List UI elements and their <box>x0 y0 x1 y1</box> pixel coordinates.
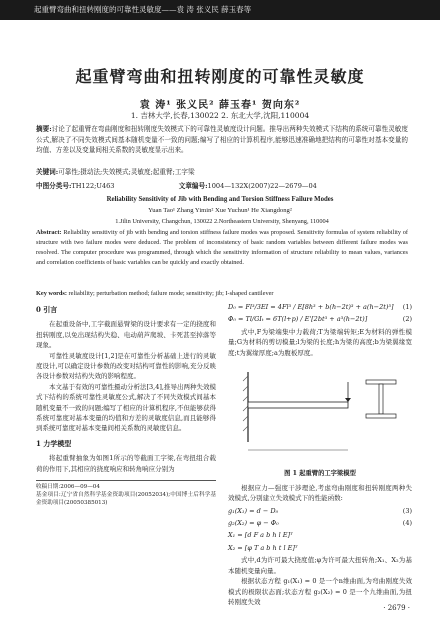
english-affiliation: 1.Jilin University, Changchun, 130022 2.Northeastern University, Shenyang, 110004 <box>115 218 329 225</box>
equation-3-number: (3) <box>402 506 412 515</box>
abstract-text: 讨论了起重臂在弯曲刚度和扭转刚度失效模式下的可靠性灵敏度设计问题。推导出两种失效模式下结构的系统可靠性灵敏度公式,解决了不同失效模式间基本随机变量不一致的问题;编写了相应的计算机程序,能够迅速准确地把结构的可靠性对基本变量的均值、方差以及变量间相关系数的灵敏度显示出来。 <box>36 125 409 155</box>
equation-1 <box>228 302 412 312</box>
affiliation: 1. 吉林大学,长春,130022 2. 东北大学,沈阳,110004 <box>130 111 310 120</box>
footnote: 收稿日期:2006—09—04 基金项目:辽宁省自然科学基金资助项目(20052034);中国博士后科学基金资助项目(20050385013) <box>36 480 216 507</box>
keywords <box>36 166 408 176</box>
equation-4-body: g₂(X₂) = φ − Φ₀ <box>228 519 279 528</box>
english-abstract <box>36 228 408 268</box>
cls-label: 中图分类号: <box>36 182 72 190</box>
model-paragraph: 根据状态方程 g₁(X₁) = 0 是一个n维曲面,为弯曲刚度失效模式的极限状态面;状态方程 g₂(X₂) = 0 是一个九维曲面,为扭转刚度失效 <box>228 577 412 606</box>
english-authors: Yuan Tao¹ Zhang Yimin² Xue Yuchun¹ He Xiangdong² <box>148 207 292 214</box>
variable-vector-1 <box>228 530 412 540</box>
model-paragraph: 根据应力—强度干涉理论,考虑弯曲刚度和扭转刚度两种失效模式,分别建立失效模式下的性能函数: <box>228 483 412 503</box>
paper-title: 起重臂弯曲和扭转刚度的可靠性灵敏度 <box>75 67 365 86</box>
intro-paragraph: 本文基于有效的可靠性摄动分析法[3,4],推导出两种失效模式下结构的系统可靠性灵敏度公式,解决了不同失效模式间基本随机变量不一致的问题;编写了相应的计算机程序,不但能够获得系统可靠度对基本变量的均值和方差的灵敏度信息,而且能够得到系统可靠度对基本变量间相关系数的灵敏度信息。 <box>36 382 216 433</box>
equation-1-body: D₀ = Fl³/3EI = 4Fl³ / E[8h³ + b(h−2t)³ + a(h−2t)³] <box>228 303 394 311</box>
right-column <box>228 300 412 607</box>
equation-3 <box>228 506 412 516</box>
equation-2-number: (2) <box>402 315 412 324</box>
model-paragraph: 将起重臂抽象为如图1所示的等截面工字梁,在弯扭组合载荷的作用下,其相应的挠度响应和转角响应分别为 <box>36 454 216 473</box>
variable-vector-2-body: X₂ = [φ T a b h t l E]ᵀ <box>228 543 298 552</box>
model-paragraph: 式中,d为许可最大挠度值;φ为许可最大扭转角;X₁、X₂为基本随机变量向量。 <box>228 556 412 575</box>
figure-caption: 图 1 起重臂的工字梁模型 <box>284 470 356 478</box>
equation-2-body: Φ₀ = Tl/GIₜ = 6T(l+p) / E'[2bt³ + a³(h−2t)] <box>228 315 368 324</box>
page-number: · 2679 · <box>383 604 410 612</box>
running-header: 起重臂弯曲和扭转刚度的可靠性灵敏度——袁 涛 张义民 薛玉春等 <box>0 0 440 20</box>
intro-paragraph: 可靠性灵敏度设计[1,2]是在可靠性分析基础上进行的灵敏度设计,可以确定设计参数的改变对结构可靠性的影响,充分反映各设计参数对结构失效的影响程度。 <box>36 351 216 381</box>
model-heading: 1 力学模型 <box>36 438 72 448</box>
abstract-label: 摘要: <box>36 125 52 133</box>
english-keywords-text: reliability; perturbation method; failure mode; sensitivity; jib; I-shaped cantilever <box>68 290 274 297</box>
english-keywords-label: Key words: <box>36 290 67 297</box>
i-beam-figure <box>228 362 412 462</box>
equation-4-number: (4) <box>402 519 412 528</box>
classification <box>36 180 408 190</box>
variable-vector-1-body: X₁ = [d F a b h l E]ᵀ <box>228 531 293 540</box>
english-abstract-text: Reliability sensitivity of jib with bending and torsion stiffness failure modes was proposed. Sensitivity formulas of system reliability of structure with two failure modes were deduced. The problem of inconsistency of basic random variables between different failure modes was resolved. The computer procedure was programmed, through which the sensitivity information of structure reliability to mean values, variances and correlation coefficients of basic variables can be quickly and exactly obtained. <box>36 229 408 266</box>
english-abstract-label: Abstract: <box>36 229 62 236</box>
doc-label: 文章编号: <box>178 182 208 190</box>
abstract <box>36 124 408 156</box>
model-paragraph: 式中,F为梁端集中力载荷;T为梁端转矩;E为材料的弹性模量;G为材料的剪切模量;l为梁的长度;h为梁的高度;b为梁翼缘宽度;t为翼缘厚度;a为腹板厚度。 <box>228 327 412 357</box>
equation-1-number: (1) <box>402 303 412 311</box>
equation-4 <box>228 518 412 528</box>
keywords-text: 可靠性;摄动法;失效模式;灵敏度;起重臂;工字梁 <box>58 168 195 176</box>
authors: 袁 涛¹ 张义民² 薛玉春¹ 贺向东² <box>139 100 301 111</box>
equation-2 <box>228 314 412 324</box>
variable-vector-2 <box>228 543 412 553</box>
left-column <box>36 300 216 507</box>
intro-heading: 0 引言 <box>36 305 58 314</box>
doc-value: 1004—132X(2007)22—2679—04 <box>207 182 317 190</box>
cls-value: TH122;U463 <box>71 182 115 190</box>
english-title: Reliability Sensitivity of Jib with Bending and Torsion Stiffness Failure Modes <box>106 196 334 203</box>
keywords-label: 关键词: <box>36 168 59 176</box>
english-keywords <box>36 290 408 297</box>
intro-paragraph: 在起重设备中,工字截面悬臂梁的设计要求有一定的挠度和扭转刚度,以免出现结构失稳、电动葫芦爬坡、卡死甚至掉落等现象。 <box>36 320 216 350</box>
equation-3-body: g₁(X₁) = d − D₀ <box>228 506 279 515</box>
